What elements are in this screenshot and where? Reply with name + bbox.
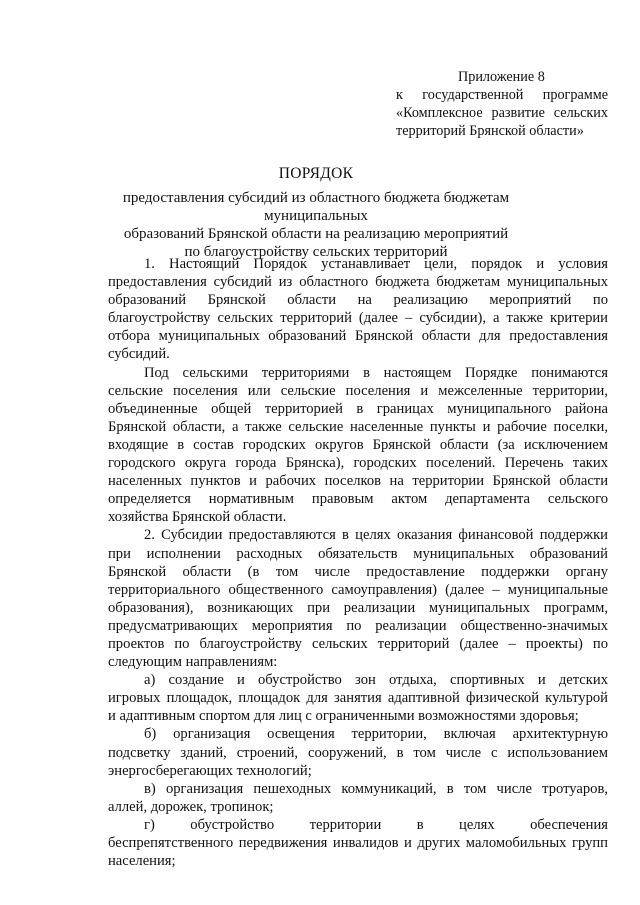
body-line: субсидий.: [108, 346, 170, 363]
body-line: образований Брянской области на реализацию мероприятий по: [108, 292, 608, 309]
body-line: следующим направлениям:: [108, 654, 278, 671]
body-line: энергосберегающих технологий;: [108, 762, 312, 779]
body-line: предоставления субсидий из областного бюджета бюджетам муниципальных: [108, 274, 608, 291]
body-line: Брянской области (в том числе предоставление поддержки органу: [108, 563, 608, 580]
body-line: и адаптивным спортом для лиц с ограниченными возможностями здоровья;: [108, 708, 579, 725]
body-line: образования), возникающих при реализации муниципальных программ,: [108, 599, 608, 616]
appendix-line: «Комплексное развитие сельских: [396, 105, 608, 121]
body-line: предусматривающих мероприятия по реализации общественно-значимых: [108, 617, 608, 634]
body-line: подсветку зданий, строений, сооружений, в том числе с использованием: [108, 744, 608, 761]
body-line: населения;: [108, 853, 176, 870]
body-line: территориального общественного самоуправления) (далее – муниципальные: [108, 581, 608, 598]
appendix-header: [396, 68, 608, 140]
body-line: объединенные общей территорией в границах муниципального района: [108, 400, 608, 417]
body-line: Брянской области, а также сельские населенные пункты и рабочие поселки,: [108, 418, 608, 435]
title-line: предоставления субсидий из областного бюджета бюджетам муниципальных: [122, 190, 510, 224]
list-item-a: а) создание и обустройство зон отдыха, спортивных и детских: [144, 672, 608, 689]
appendix-line: к государственной программе: [396, 87, 608, 103]
body-line: городского округа города Брянска), городских поселений. Перечень таких: [108, 455, 608, 472]
list-item-b: б) организация освещения территории, включая архитектурную: [144, 726, 608, 743]
body-line: при исполнении расходных обязательств муниципальных образований: [108, 545, 608, 562]
title-line: по благоустройству сельских территорий: [184, 244, 448, 260]
document-body: [108, 255, 608, 870]
body-line: сельские поселения или сельские поселения и межселенные территории,: [108, 382, 608, 399]
list-item-g: г) обустройство территории в целях обеспечения: [144, 816, 608, 833]
body-line: населенных пунктов и рабочих поселков на территории Брянской области: [108, 473, 608, 490]
body-line: аллей, дорожек, тропинок;: [108, 798, 274, 815]
document-title: [100, 165, 532, 261]
body-line: 2. Субсидии предоставляются в целях оказания финансовой поддержки: [144, 527, 608, 544]
body-line: Под сельскими территориями в настоящем Порядке понимаются: [144, 364, 608, 381]
appendix-line: территорий Брянской области»: [396, 123, 584, 139]
list-item-v: в) организация пешеходных коммуникаций, в том числе тротуаров,: [144, 780, 608, 797]
body-line: беспрепятственного передвижения инвалидов и других маломобильных групп: [108, 835, 608, 851]
body-line: отбора муниципальных образований Брянской области для предоставления: [108, 328, 608, 345]
body-line: 1. Настоящий Порядок устанавливает цели, порядок и условия: [144, 256, 608, 272]
appendix-line: Приложение 8: [458, 69, 545, 85]
body-line: хозяйства Брянской области.: [108, 509, 287, 526]
body-line: благоустройству сельских территорий (далее – субсидии), а также критерии: [108, 310, 608, 327]
title-line: образований Брянской области на реализацию мероприятий: [123, 226, 509, 242]
body-line: проектов по благоустройству сельских территорий (далее – проекты) по: [108, 635, 608, 652]
title-heading: ПОРЯДОК: [278, 165, 354, 182]
body-line: входящие в состав городских округов Брянской области (за исключением: [108, 436, 608, 453]
body-line: определяется нормативным правовым актом департамента сельского: [108, 491, 608, 508]
body-line: игровых площадок, площадок для занятия адаптивной физической культурой: [108, 690, 608, 707]
